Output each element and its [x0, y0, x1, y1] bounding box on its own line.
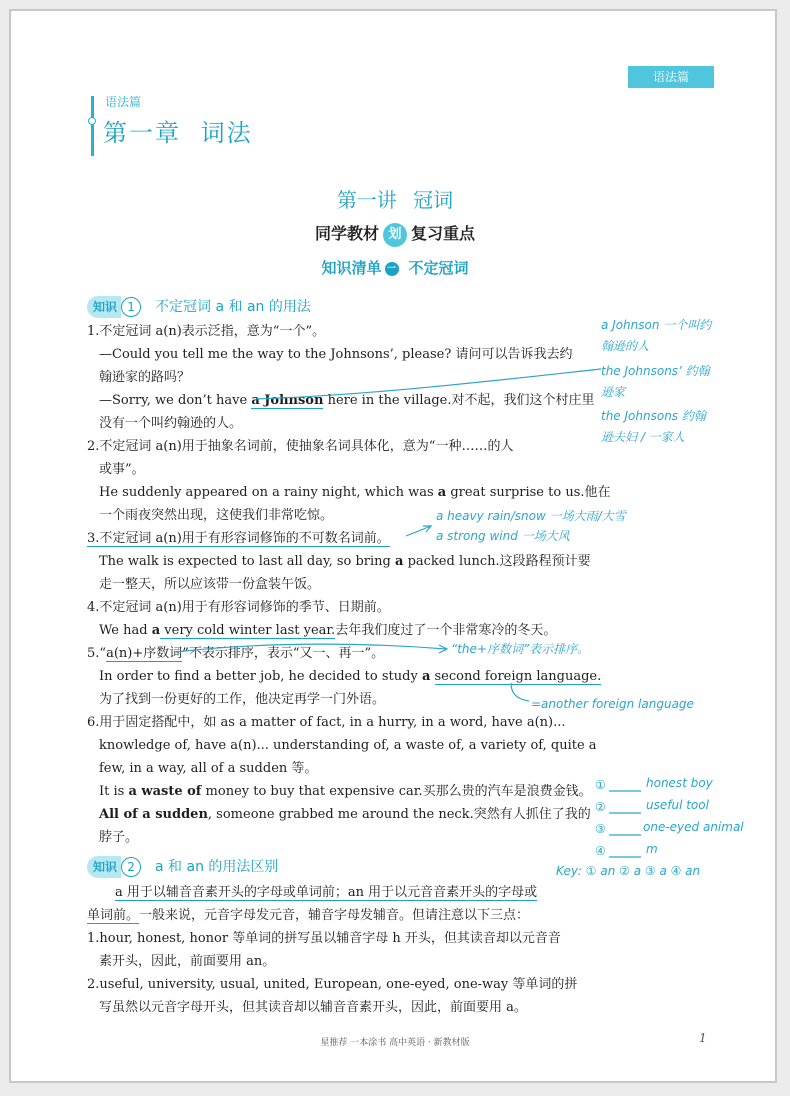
- text-span: , someone grabbed me around the neck.突然有人抓住了我的: [207, 807, 591, 822]
- text-span: 去年我们度过了一个非常寒冷的冬天。: [335, 623, 557, 638]
- section-1-title: 不定冠词 a 和 an 的用法: [155, 299, 311, 315]
- bold-text: All of a sudden: [99, 807, 208, 822]
- handwritten-marks: [11, 11, 777, 1083]
- text-line: 为了找到一份更好的工作，他决定再学一门外语。: [99, 692, 386, 707]
- review-right: 复习重点: [411, 224, 476, 243]
- review-circle: 划: [383, 223, 407, 247]
- section-2-num: 2: [121, 857, 141, 877]
- underlined-text: a 用于以辅音音素开头的字母或单词前；an 用于以元音音素开头的字母或: [115, 885, 538, 900]
- text-span: It is: [99, 784, 129, 799]
- text-span: 5.“: [87, 646, 107, 661]
- quiz-num: ①: [595, 778, 606, 792]
- text-line: 2.useful, university, usual, united, European, one-eyed, one-way 等单词的拼: [87, 977, 578, 992]
- underlined-text: 3.不定冠词 a(n)用于有形容词修饰的不可数名词前。: [87, 531, 390, 546]
- annotation-arrow: [256, 369, 601, 399]
- text-span: In order to find a better job, he decided to study: [99, 669, 422, 684]
- text-line: 素开头，因此，前面要用 an。: [99, 954, 276, 969]
- handwritten-note: 逊夫妇 / 一家人: [601, 430, 685, 444]
- text-line: 4.不定冠词 a(n)用于有形容词修饰的季节、日期前。: [87, 600, 390, 615]
- handwritten-note: 翰逊的人: [601, 339, 650, 353]
- quiz-answer: honest boy: [646, 776, 713, 790]
- bold-text: a: [437, 485, 447, 500]
- handwritten-note: a heavy rain/snow 一场大雨/大雪: [436, 509, 626, 523]
- chapter-label: 语法篇: [105, 95, 142, 109]
- text-span: He suddenly appeared on a rainy night, which was: [99, 485, 438, 500]
- bold-text: a: [421, 669, 431, 684]
- quiz-answer: useful tool: [646, 798, 709, 812]
- text-line: 脖子。: [99, 830, 139, 845]
- lecture-title: 第一讲 冠词: [336, 188, 454, 212]
- underlined-text: a Johnson: [251, 393, 324, 408]
- text-line: 2.不定冠词 a(n)用于抽象名词前，使抽象名词具体化，意为“一种……的人: [87, 439, 514, 454]
- quiz-answer: m: [646, 842, 658, 856]
- section-2-title: a 和 an 的用法区别: [155, 859, 279, 875]
- section-1-pill: 知识: [87, 296, 121, 318]
- text-span: money to buy that expensive car.买那么贵的汽车是浪费金钱。: [201, 784, 592, 799]
- handwritten-note: the Johnsons’ 约翰: [601, 364, 710, 378]
- text-line: 写虽然以元音字母开头，但其读音却以辅音音素开头，因此，前面要用 a。: [99, 1000, 527, 1015]
- text-span: here in the village.对不起，我们这个村庄里: [323, 393, 595, 408]
- text-span: 一般来说，元音字母发元音，辅音字母发辅音。但请注意以下三点：: [139, 908, 530, 923]
- bold-text: a: [395, 554, 404, 569]
- quiz-answer: one-eyed animal: [643, 820, 744, 834]
- knowledge-list-num: 一: [385, 262, 399, 276]
- text-line: knowledge of, have a(n)... understanding of, a waste of, a variety of, quite a: [99, 738, 597, 753]
- knowledge-list-label: 知识清单: [321, 259, 382, 277]
- underlined-text: a(n)+序数词: [106, 646, 183, 661]
- quiz-num: ③: [595, 822, 606, 836]
- text-span: The walk is expected to last all day, so bring: [99, 554, 395, 569]
- text-line: 翰逊家的路吗？: [99, 370, 191, 385]
- answer-key: Key: ① an ② a ③ a ④ an: [556, 864, 701, 878]
- underlined-text: very cold winter last year.: [160, 623, 336, 638]
- text-line: 走一整天，所以应该带一份盒装午饭。: [99, 577, 321, 592]
- footer-text: 星推荐 一本涂书 高中英语 · 新教材版: [320, 1038, 470, 1048]
- quiz-num: ②: [595, 800, 606, 814]
- bold-text: a: [151, 623, 161, 638]
- page-number: 1: [699, 1031, 707, 1045]
- bold-text: a waste of: [128, 784, 202, 799]
- handwritten-note: the Johnsons 约翰: [601, 409, 706, 423]
- handwritten-note: a Johnson 一个叫约: [601, 318, 712, 332]
- text-line: —Could you tell me the way to the Johnsons’, please? 请问可以告诉我去约: [99, 347, 573, 362]
- handwritten-note: 逊家: [601, 385, 626, 399]
- knowledge-list-title: 不定冠词: [408, 259, 469, 277]
- document-page: [9, 9, 777, 1083]
- text-span: —Sorry, we don’t have: [99, 393, 252, 408]
- annotation-arrow: [511, 683, 529, 701]
- text-span: packed lunch.这段路程预计要: [403, 554, 591, 569]
- text-span: ”不表示排序，表示“又一、再一”。: [182, 646, 385, 661]
- section-2-pill: 知识: [87, 856, 121, 878]
- quiz-num: ④: [595, 844, 606, 858]
- text-span: We had: [99, 623, 152, 638]
- handwritten-note: =another foreign language: [531, 697, 694, 711]
- text-line: 没有一个叫约翰逊的人。: [99, 416, 243, 431]
- text-line: few, in a way, all of a sudden 等。: [99, 761, 318, 776]
- section-1-num: 1: [121, 297, 141, 317]
- annotation-arrow: [176, 644, 446, 652]
- text-line: 1.不定冠词 a(n)表示泛指，意为“一个”。: [87, 324, 326, 339]
- text-line: 6.用于固定搭配中，如 as a matter of fact, in a hurry, in a word, have a(n)...: [87, 715, 566, 730]
- text-line: 1.hour, honest, honor 等单词的拼写虽以辅音字母 h 开头，但其读音却以元音音: [87, 931, 561, 946]
- handwritten-note: “the+序数词”表示排序。: [451, 642, 590, 656]
- handwritten-note: a strong wind 一场大风: [436, 529, 570, 543]
- review-left: 同学教材: [314, 224, 379, 243]
- underlined-text: second foreign language.: [434, 669, 602, 684]
- text-span: great surprise to us.他在: [446, 485, 611, 500]
- chapter-title: 第一章 词法: [103, 119, 253, 147]
- underlined-text: 单词前。: [87, 908, 140, 923]
- text-line: 一个雨夜突然出现，这使我们非常吃惊。: [99, 508, 334, 523]
- text-line: 或事”。: [99, 462, 145, 477]
- section-tag: 语法篇: [628, 66, 714, 88]
